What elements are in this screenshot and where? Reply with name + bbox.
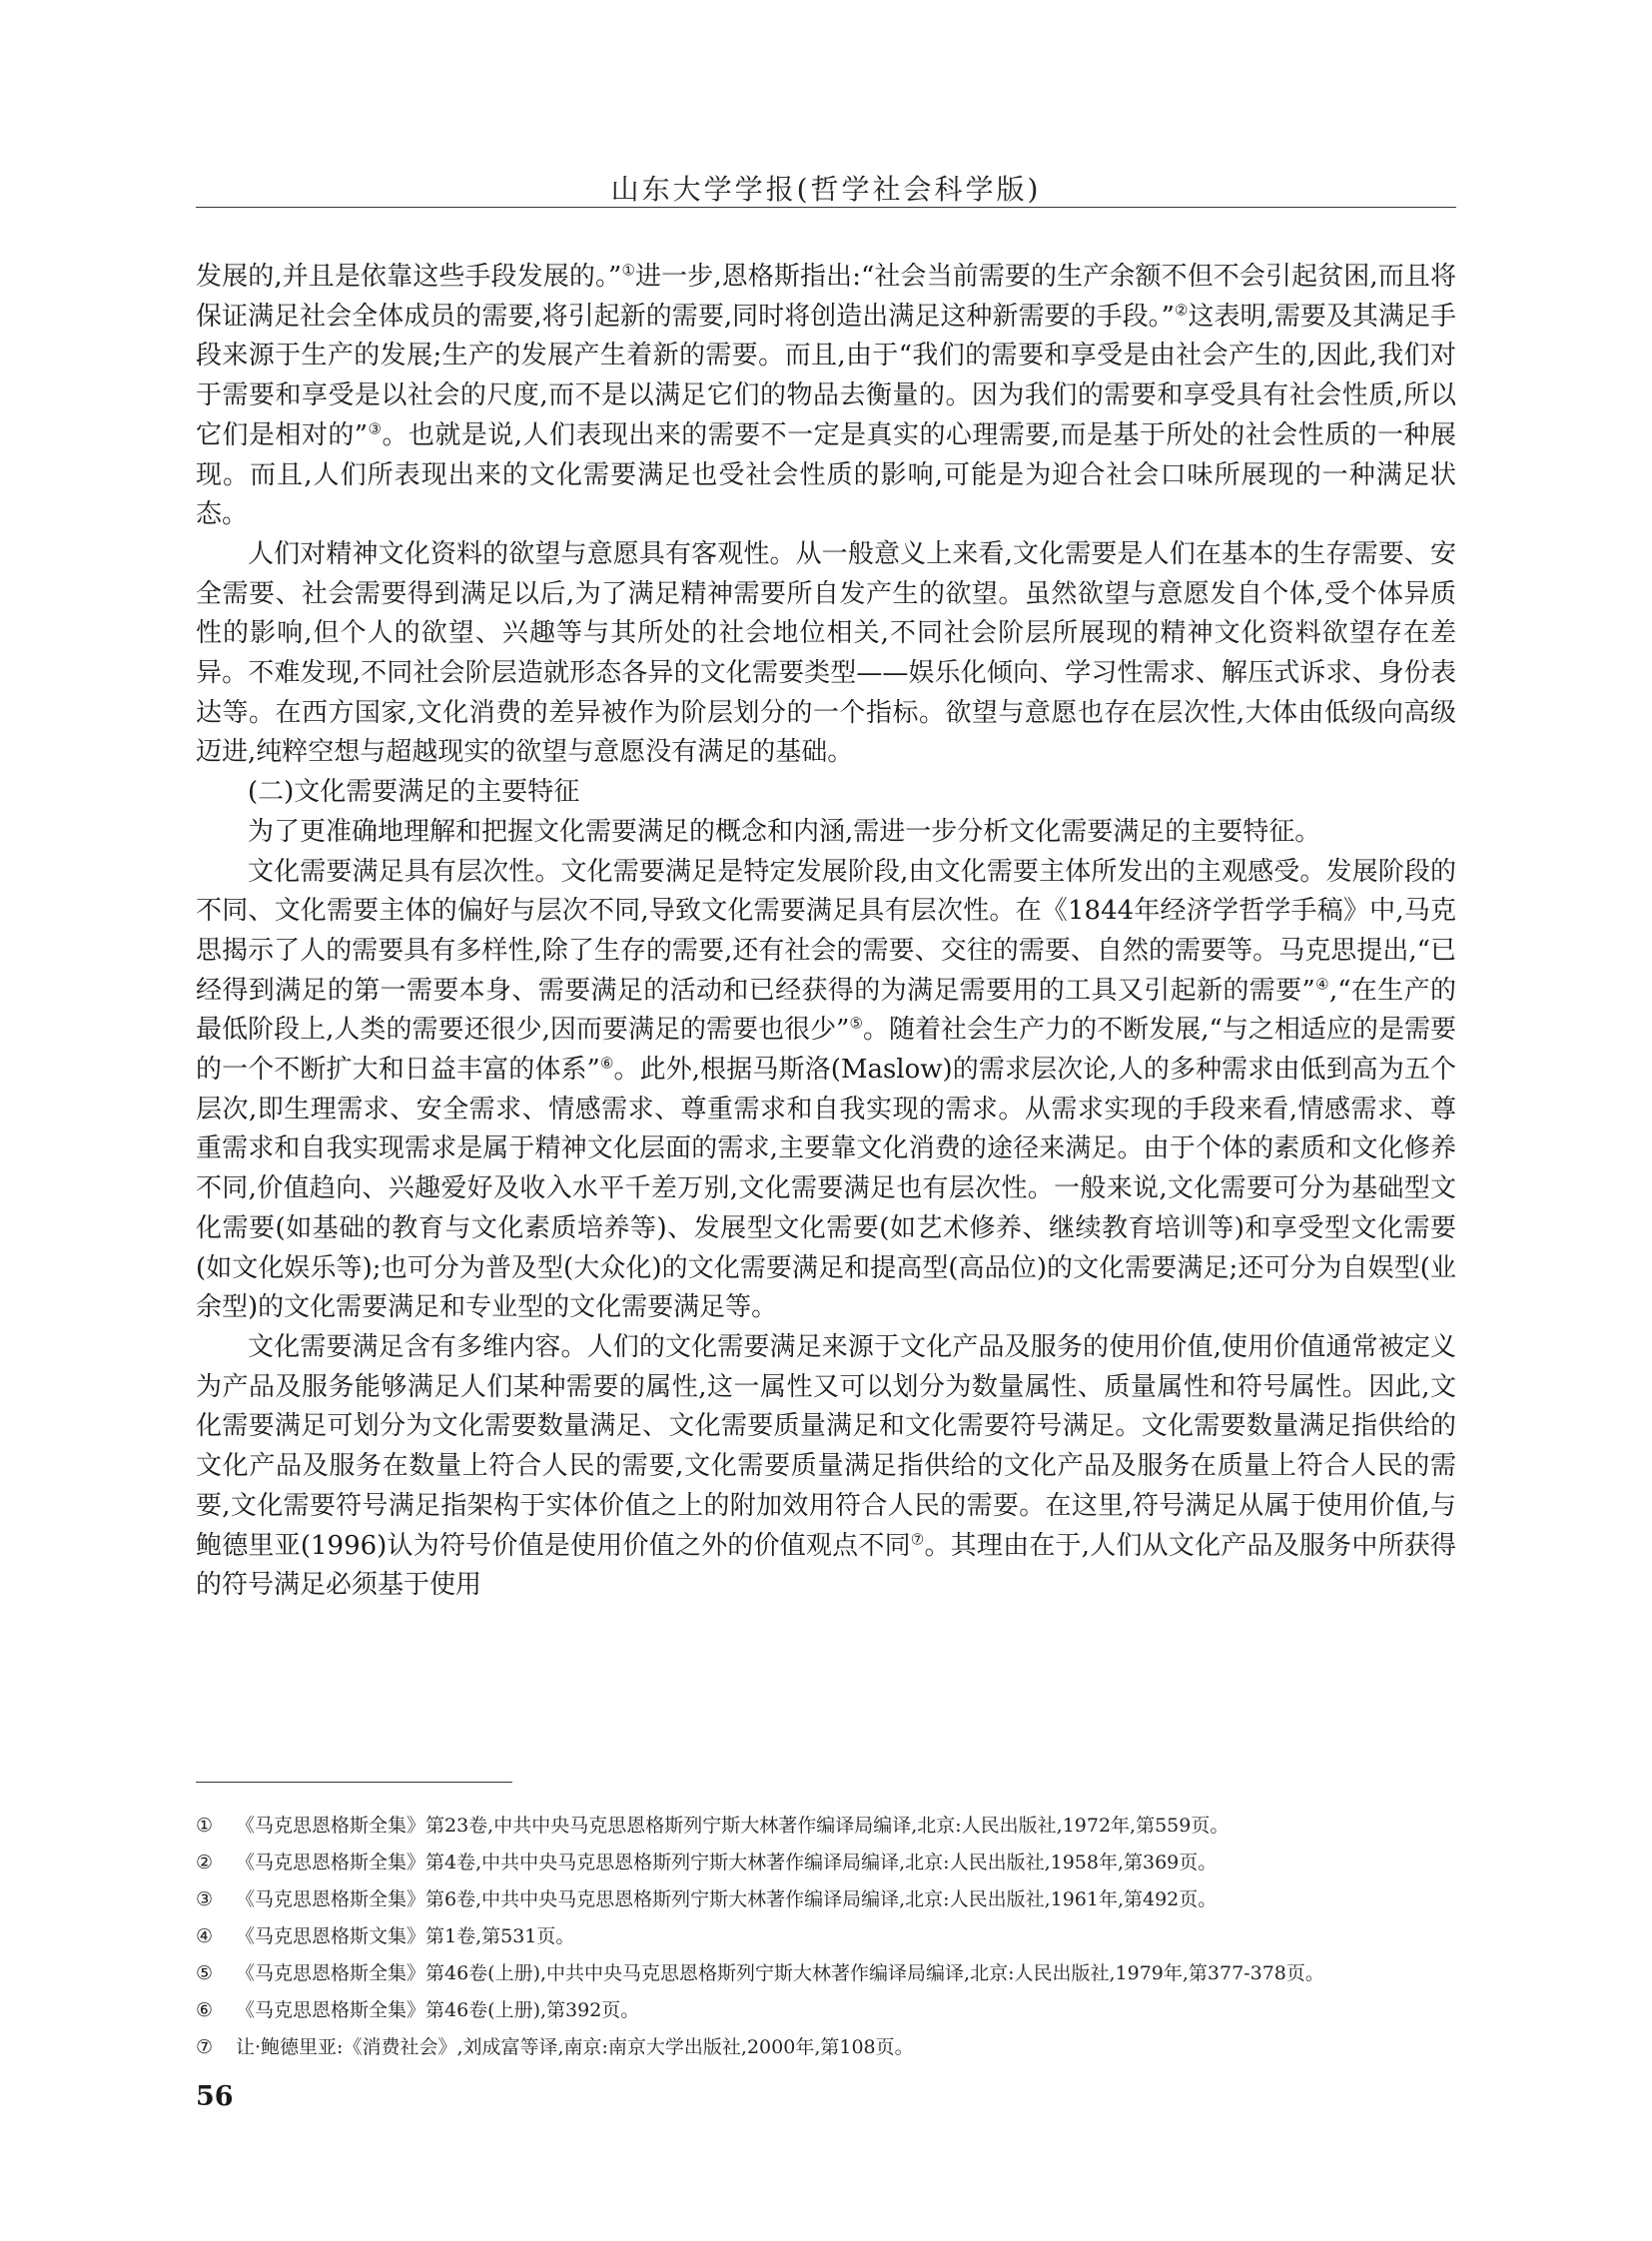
paragraph-text: 。此外,根据马斯洛(Maslow)的需求层次论,人的多种需求由低到高为五个层次,即生理需求、安全需求、情感需求、尊重需求和自我实现的需求。从需求实现的手段来看,情感需求、尊重需求和自我实现需求是属于精神文化层面的需求,主要靠文化消费的途径来满足。由于个体的素质和文化修养不同,价值趋向、兴趣爱好及收入水平千差万别,文化需要满足也有层次性。一般来说,文化需要可分为基础型文化需要(如基础的教育与文化素质培养等)、发展型文化需要(如艺术修养、继续教育培训等)和享受型文化需要(如文化娱乐等);也可分为普及型(大众化)的文化需要满足和提高型(高品位)的文化需要满足;还可分为自娱型(业余型)的文化需要满足和专业型的文化需要满足等。 <box>196 1055 1456 1323</box>
footnote <box>196 1959 1456 1988</box>
paragraph-text: (二)文化需要满足的主要特征 <box>248 777 580 808</box>
paragraph-text: 发展的,并且是依靠这些手段发展的。” <box>196 262 622 292</box>
footnote-ref: ⑥ <box>599 1054 614 1073</box>
footnote <box>196 1922 1456 1951</box>
footnote-text: 《马克思恩格斯全集》第46卷(上册),第392页。 <box>236 1999 640 2021</box>
footnote-text: 让·鲍德里亚:《消费社会》,刘成富等译,南京:南京大学出版社,2000年,第108页。 <box>236 2036 914 2058</box>
body-text <box>196 258 1456 1606</box>
paragraph-text: 文化需要满足具有层次性。文化需要满足是特定发展阶段,由文化需要主体所发出的主观感受。发展阶段的不同、文化需要主体的偏好与层次不同,导致文化需要满足具有层次性。在《1844年经济学哲学手稿》中,马克思揭示了人的需要具有多样性,除了生存的需要,还有社会的需要、交往的需要、自然的需要等。马克思提出,“已经得到满足的第一需要本身、需要满足的活动和已经获得的为满足需要用的工具又引起新的需要” <box>196 856 1456 1006</box>
footnote-ref: ④ <box>1314 975 1329 993</box>
paragraph <box>196 1328 1456 1606</box>
paragraph-text: 为了更准确地理解和把握文化需要满足的概念和内涵,需进一步分析文化需要满足的主要特征。 <box>248 816 1321 847</box>
paragraph-text: 。其理由在于,人们从文化产品及服务中所获得的符号满足必须基于使用 <box>196 1530 1457 1601</box>
page-number: 56 <box>196 2081 234 2112</box>
paragraph <box>196 773 1456 813</box>
footnote-number: ⑦ <box>196 2036 214 2058</box>
footnote-number: ⑤ <box>196 1962 214 1984</box>
paragraph <box>196 258 1456 535</box>
paragraph-text: 。随着社会生产力的不断发展,“与之相适应的是需要的一个不断扩大和日益丰富的体系” <box>196 1015 1457 1086</box>
footnote-ref: ③ <box>368 419 383 438</box>
footnote-number: ③ <box>196 1888 214 1910</box>
footnote <box>196 1849 1456 1877</box>
footnote-text: 《马克思恩格斯全集》第23卷,中共中央马克思恩格斯列宁斯大林著作编译局编译,北京:人民出版社,1972年,第559页。 <box>236 1815 1230 1837</box>
paragraph-text: 。也就是说,人们表现出来的需要不一定是真实的心理需要,而是基于所处的社会性质的一种展现。而且,人们所表现出来的文化需要满足也受社会性质的影响,可能是为迎合社会口味所展现的一种满足状态。 <box>196 419 1456 530</box>
footnote-text: 《马克思恩格斯全集》第46卷(上册),中共中央马克思恩格斯列宁斯大林著作编译局编译,北京:人民出版社,1979年,第377-378页。 <box>236 1962 1324 1984</box>
paragraph-text: 文化需要满足含有多维内容。人们的文化需要满足来源于文化产品及服务的使用价值,使用价值通常被定义为产品及服务能够满足人们某种需要的属性,这一属性又可以划分为数量属性、质量属性和符号属性。因此,文化需要满足可划分为文化需要数量满足、文化需要质量满足和文化需要符号满足。文化需要数量满足指供给的文化产品及服务在数量上符合人民的需要,文化需要质量满足指供给的文化产品及服务在质量上符合人民的需要,文化需要符号满足指架构于实体价值之上的附加效用符合人民的需要。在这里,符号满足从属于使用价值,与鲍德里亚(1996)认为符号价值是使用价值之外的价值观点不同 <box>196 1331 1456 1561</box>
footnote-ref: ⑤ <box>849 1014 863 1033</box>
paragraph-text: 这表明,需要及其满足手段来源于生产的发展;生产的发展产生着新的需要。而且,由于“我们的需要和享受是由社会产生的,因此,我们对于需要和享受是以社会的尺度,而不是以满足它们的物品去衡量的。因为我们的需要和享受具有社会性质,所以它们是相对的” <box>196 301 1457 450</box>
header-rule <box>196 207 1456 208</box>
footnote-number: ② <box>196 1852 214 1873</box>
footnote-number: ① <box>196 1815 214 1837</box>
paragraph <box>196 853 1456 1328</box>
footnote-ref: ⑦ <box>910 1529 925 1548</box>
footnote <box>196 1812 1456 1841</box>
footnote-number: ④ <box>196 1925 214 1947</box>
footnote-text: 《马克思恩格斯全集》第6卷,中共中央马克思恩格斯列宁斯大林著作编译局编译,北京:人民出版社,1961年,第492页。 <box>236 1888 1218 1910</box>
running-header: 山东大学学报(哲学社会科学版) <box>610 173 1042 206</box>
footnotes <box>196 1812 1456 2070</box>
paragraph-text: 进一步,恩格斯指出:“社会当前需要的生产余额不但不会引起贫困,而且将保证满足社会全体成员的需要,将引起新的需要,同时将创造出满足这种新需要的手段。” <box>196 262 1456 332</box>
paragraph <box>196 813 1456 853</box>
footnote-separator <box>196 1782 512 1783</box>
paragraph <box>196 535 1456 773</box>
footnote-number: ⑥ <box>196 1999 214 2021</box>
paragraph-text: ,“在生产的最低阶段上,人类的需要还很少,因而要满足的需要也很少” <box>196 975 1456 1046</box>
footnote-text: 《马克思恩格斯文集》第1卷,第531页。 <box>236 1925 575 1947</box>
paragraph-text: 人们对精神文化资料的欲望与意愿具有客观性。从一般意义上来看,文化需要是人们在基本的生存需要、安全需要、社会需要得到满足以后,为了满足精神需要所自发产生的欲望。虽然欲望与意愿发自个体,受个体异质性的影响,但个人的欲望、兴趣等与其所处的社会地位相关,不同社会阶层所展现的精神文化资料欲望存在差异。不难发现,不同社会阶层造就形态各异的文化需要类型——娱乐化倾向、学习性需求、解压式诉求、身份表达等。在西方国家,文化消费的差异被作为阶层划分的一个指标。欲望与意愿也存在层次性,大体由低级向高级迈进,纯粹空想与超越现实的欲望与意愿没有满足的基础。 <box>196 538 1456 768</box>
footnote <box>196 2033 1456 2062</box>
footnote <box>196 1996 1456 2025</box>
footnote <box>196 1885 1456 1914</box>
footnote-ref: ② <box>1174 301 1189 320</box>
footnote-text: 《马克思恩格斯全集》第4卷,中共中央马克思恩格斯列宁斯大林著作编译局编译,北京:人民出版社,1958年,第369页。 <box>236 1852 1218 1873</box>
footnote-ref: ① <box>621 261 636 280</box>
